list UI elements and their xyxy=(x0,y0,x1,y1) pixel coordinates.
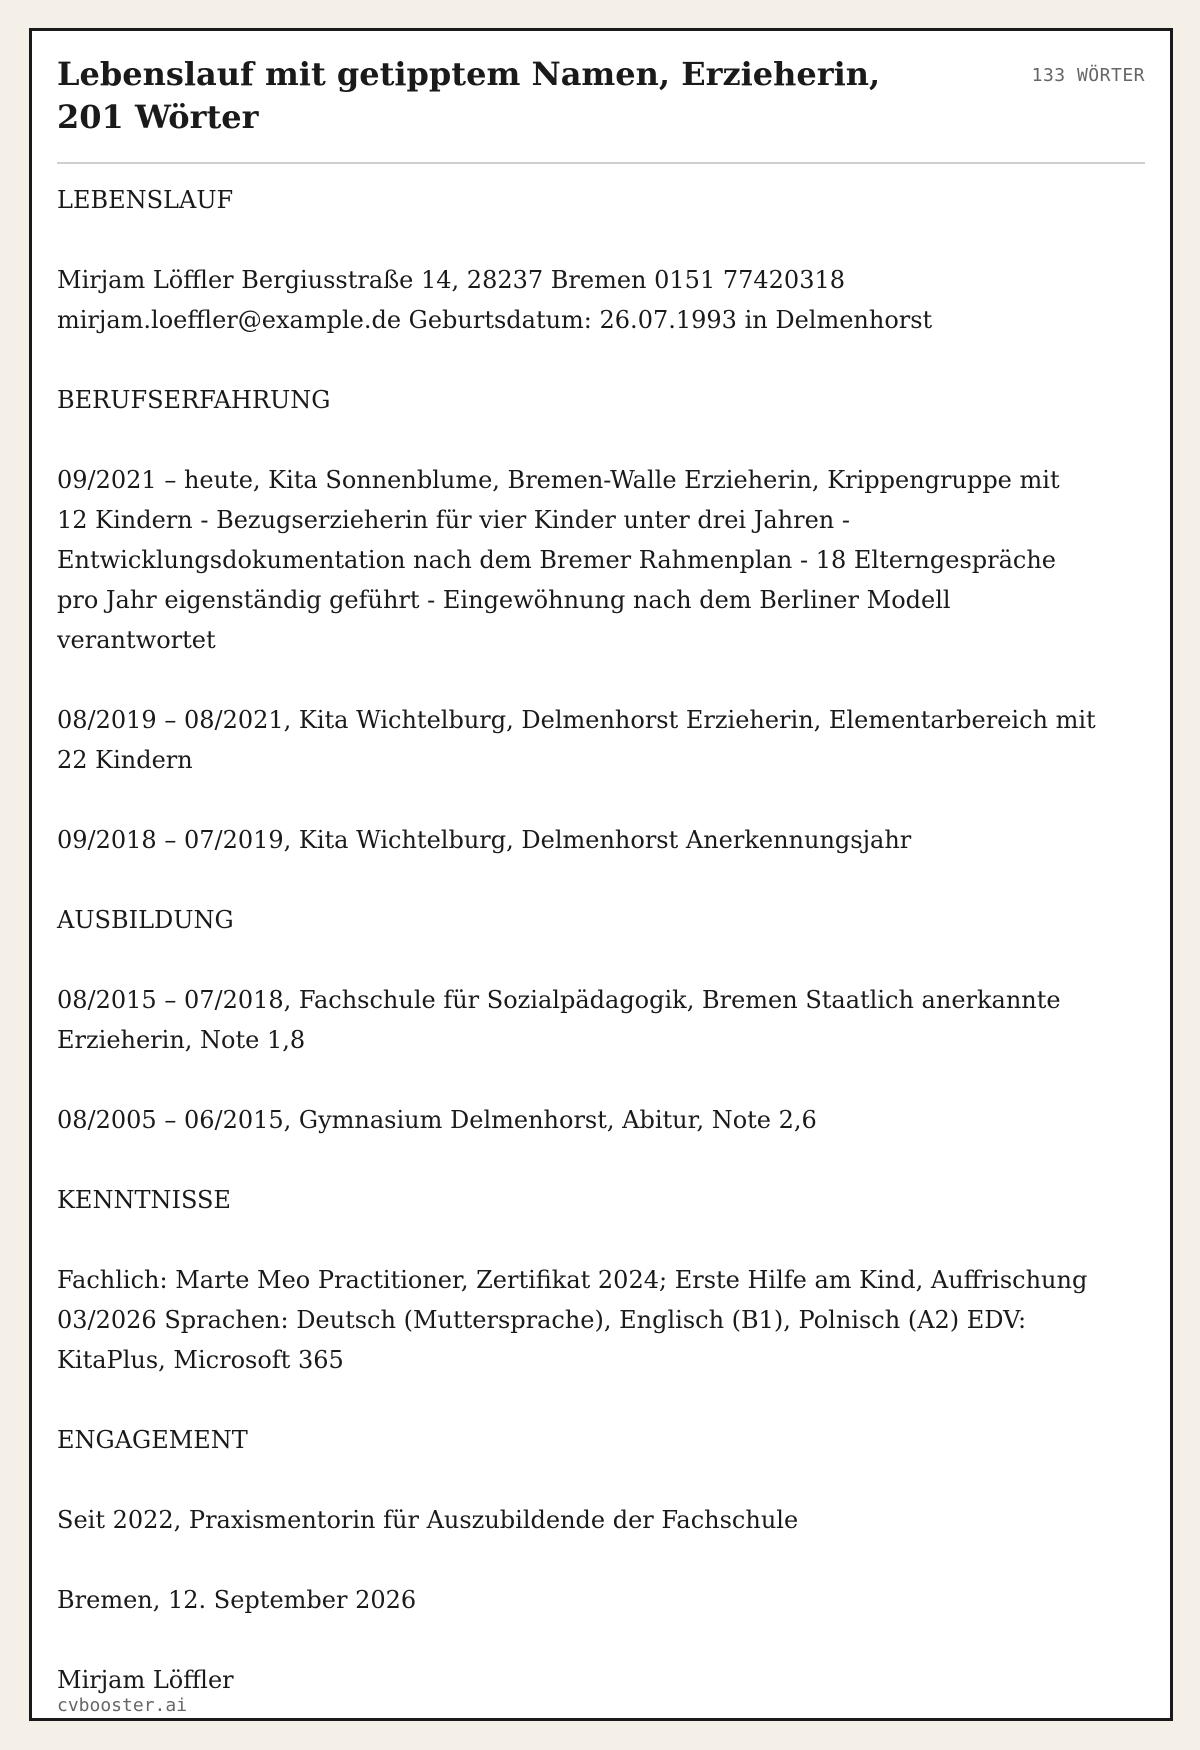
section-heading-lebenslauf: LEBENSLAUF xyxy=(57,186,234,214)
experience-entry: 09/2018 – 07/2019, Kita Wichtelburg, Delmenhorst Anerkennungsjahr xyxy=(57,826,912,854)
section-heading-berufserfahrung: BERUFSERFAHRUNG xyxy=(57,386,331,414)
footer-brand: cvbooster.ai xyxy=(57,1695,188,1716)
education-entry: 08/2005 – 06/2015, Gymnasium Delmenhorst, Abitur, Note 2,6 xyxy=(57,1106,817,1134)
document-body xyxy=(57,164,1097,1700)
document-card xyxy=(29,28,1173,1721)
education-entry: 08/2015 – 07/2018, Fachschule für Sozialpädagogik, Bremen Staatlich anerkannte Erzieherin, Note 1,8 xyxy=(57,986,1061,1054)
document-header xyxy=(57,31,1145,164)
place-and-date: Bremen, 12. September 2026 xyxy=(57,1586,417,1614)
skills-entry: Fachlich: Marte Meo Practitioner, Zertifikat 2024; Erste Hilfe am Kind, Auffrischung 03/2026 Sprachen: Deutsch (Muttersprache), Englisch (B1), Polnisch (A2) EDV: KitaPlus, Microsoft 365 xyxy=(57,1266,1088,1374)
section-heading-ausbildung: AUSBILDUNG xyxy=(57,906,234,934)
section-heading-kenntnisse: KENNTNISSE xyxy=(57,1186,231,1214)
engagement-entry: Seit 2022, Praxismentorin für Auszubildende der Fachschule xyxy=(57,1506,799,1534)
experience-entry: 09/2021 – heute, Kita Sonnenblume, Bremen-Walle Erzieherin, Krippengruppe mit 12 Kindern - Bezugserzieherin für vier Kinder unter drei Jahren - Entwicklungsdokumentation nach dem Bremer Rahmenplan - 18 Elterngespräche pro Jahr eigenständig geführt - Eingewöhnung nach dem Berliner Modell verantwortet xyxy=(57,466,1060,654)
section-heading-engagement: ENGAGEMENT xyxy=(57,1426,248,1454)
contact-details: Mirjam Löffler Bergiusstraße 14, 28237 Bremen 0151 77420318 mirjam.loeffler@example.de Geburtsdatum: 26.07.1993 in Delmenhorst xyxy=(57,266,933,334)
document-title: Lebenslauf mit getipptem Namen, Erzieherin, 201 Wörter xyxy=(57,55,881,136)
typed-signature: Mirjam Löffler xyxy=(57,1666,234,1694)
experience-entry: 08/2019 – 08/2021, Kita Wichtelburg, Delmenhorst Erzieherin, Elementarbereich mit 22 Kindern xyxy=(57,706,1096,774)
word-count-label: 133 WÖRTER xyxy=(1031,65,1145,86)
